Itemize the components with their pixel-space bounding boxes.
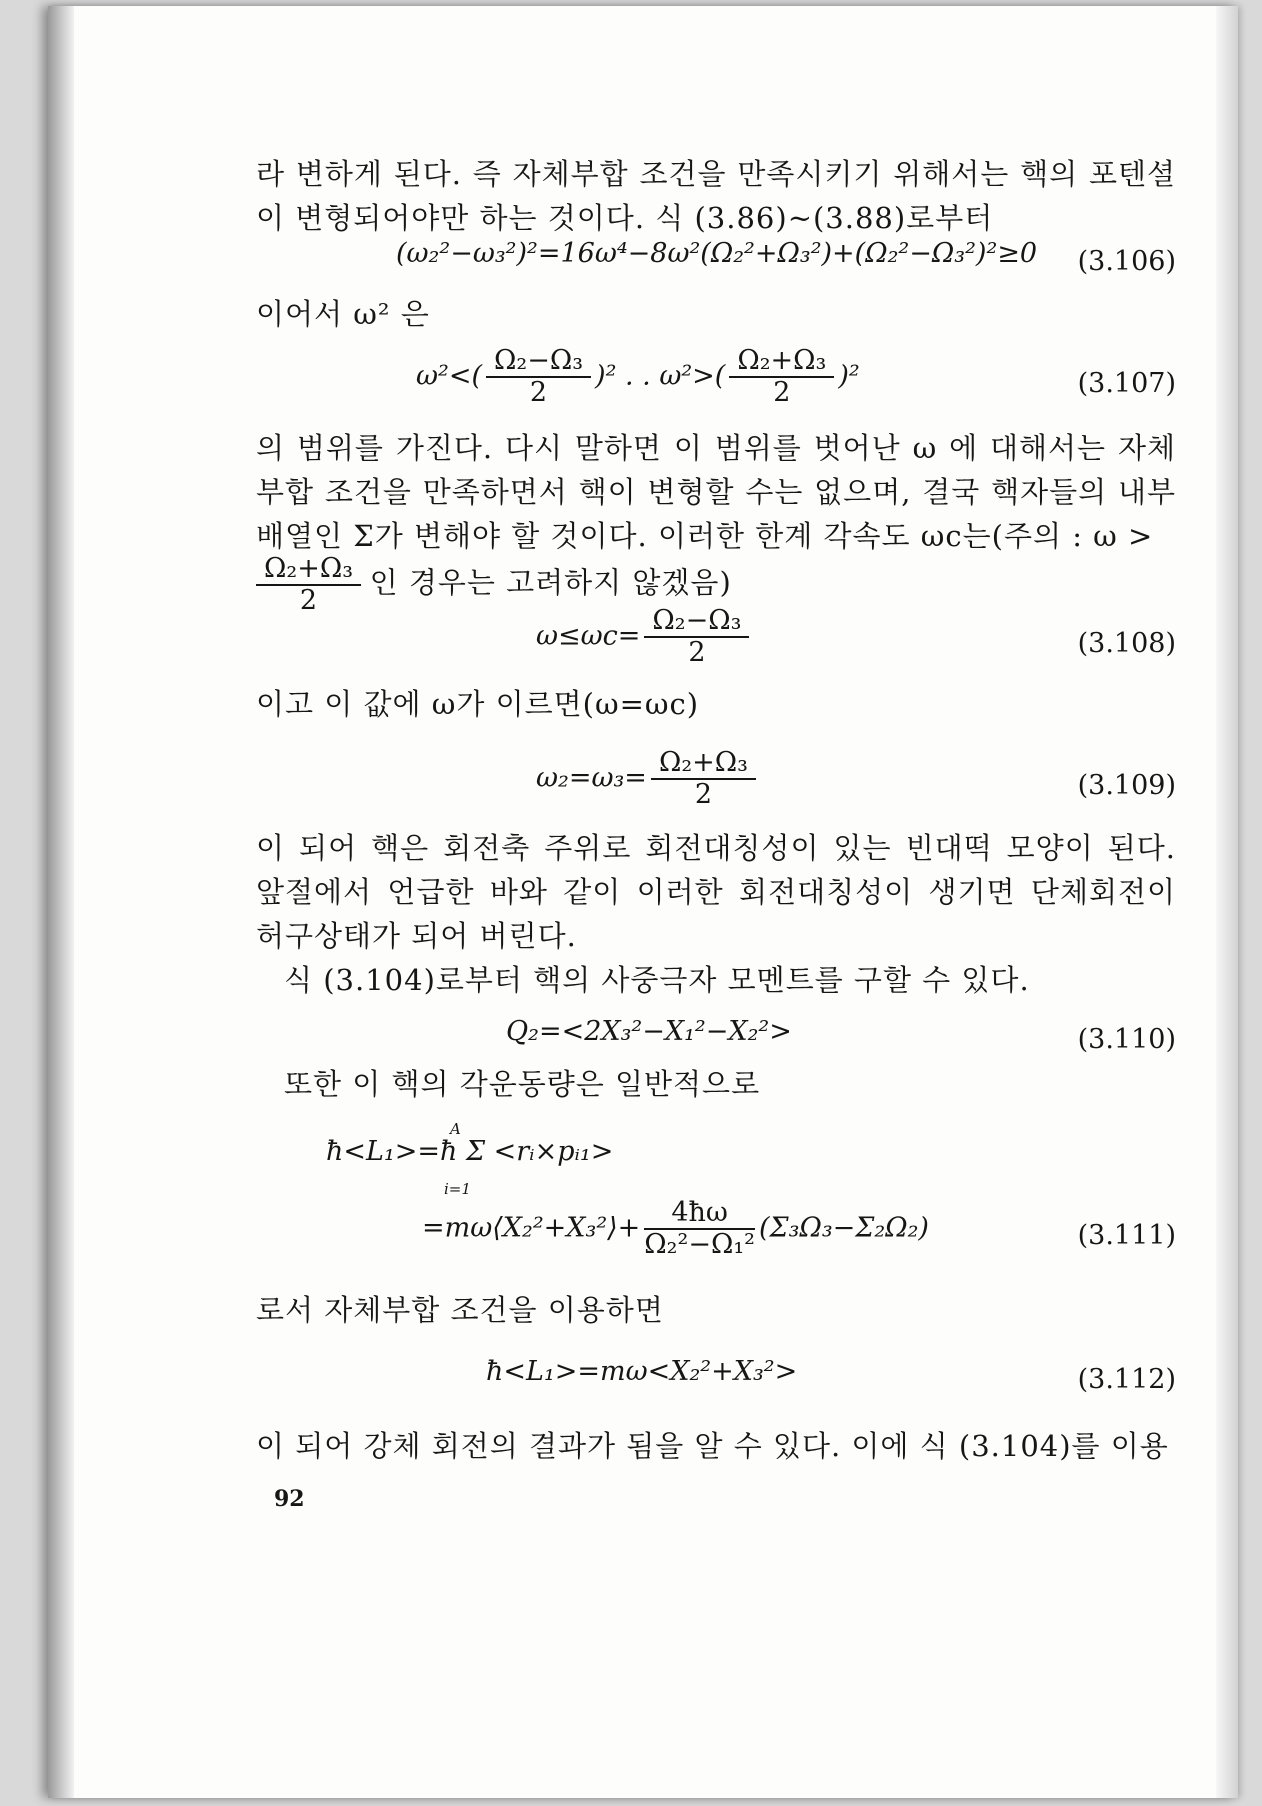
equation-body: ħ<L₁>=mω<X₂²+X₃²> [486,1356,798,1387]
numerator: Ω₂+Ω₃ [256,554,361,586]
denominator: 2 [299,585,318,616]
numerator: Ω₂−Ω₃ [486,346,591,378]
equation-number: (3.107) [1077,368,1176,399]
paragraph-3: 의 범위를 가진다. 다시 말하면 이 범위를 벗어난 ω 에 대해서는 자체부합 조건을 만족하면서 핵이 변형할 수는 없으며, 결국 핵자들의 내부배열인 Σ가 변해야 할 것이다. 이러한 한계 각속도 ωc는(주의 : ω > [256,431,1176,553]
paragraph-9: 이 되어 강체 회전의 결과가 됨을 알 수 있다. 이에 식 (3.104)를 이용 [256,1429,1169,1463]
denominator: 2 [529,377,548,408]
equation-3-109 [256,748,1176,828]
paragraph-1: 라 변하게 된다. 즉 자체부합 조건을 만족시키기 위해서는 핵의 포텐셜이 변형되어야만 하는 것이다. 식 (3.86)~(3.88)로부터 [256,157,1176,235]
equation-3-112 [256,1356,1176,1416]
paragraph-5: 이 되어 핵은 회전축 주위로 회전대칭성이 있는 빈대떡 모양이 된다. 앞절에서 언급한 바와 같이 이러한 회전대칭성이 생기면 단체회전이 허구상태가 되어 버린다. [256,831,1176,953]
equation-number: (3.108) [1077,628,1176,659]
fraction [644,1198,755,1260]
page-edge [1216,6,1238,1798]
equation-body: ħ<L₁>=ħ Σ <rᵢ×pᵢ₁> [326,1136,614,1167]
denominator: 2 [688,637,706,668]
sum-lower-limit: i=1 [444,1180,471,1198]
denominator: 2 [694,779,713,810]
equation-left: ω₂=ω₃= [536,762,647,794]
equation-3-111-line2 [256,1198,1176,1278]
equation-number: (3.109) [1077,770,1176,801]
equation-body: Q₂=<2X₃²−X₁²−X₂²> [506,1016,792,1047]
equation-right: (Σ₃Ω₃−Σ₂Ω₂) [759,1212,929,1244]
equation-right: )² [838,360,860,392]
paragraph-4: 이고 이 값에 ω가 이르면(ω=ωc) [256,687,700,721]
numerator: Ω₂+Ω₃ [729,346,834,378]
paragraph-2: 이어서 ω² 은 [256,297,430,331]
equation-3-108 [256,606,1176,686]
numerator: Ω₂+Ω₃ [651,748,756,780]
fraction [651,748,756,810]
equation-3-111-line1 [256,1122,1176,1202]
equation-3-107 [256,346,1176,426]
denominator: 2 [773,377,791,408]
equation-number: (3.106) [1077,246,1176,277]
sum-upper-limit: A [450,1120,461,1138]
book-page [48,6,1238,1798]
equation-left: ω≤ωc= [536,620,641,652]
equation-left: =mω⟨X₂²+X₃²⟩+ [422,1212,641,1244]
numerator: 4ħω [644,1198,755,1230]
fraction-2 [729,346,834,408]
equation-left: ω²<( [416,360,482,392]
page-number: 92 [274,1486,305,1512]
fraction [486,346,591,408]
denominator: Ω₂²−Ω₁² [644,1229,755,1260]
equation-mid: )² . . ω²>( [595,360,726,392]
equation-body: (ω₂²−ω₃²)²=16ω⁴−8ω²(Ω₂²+Ω₃²)+(Ω₂²−Ω₃²)²≥0 [396,238,1038,269]
paragraph-3-tail: 인 경우는 고려하지 않겠음) [369,565,732,600]
equation-number: (3.110) [1077,1024,1176,1055]
paragraph-7: 또한 이 핵의 각운동량은 일반적으로 [284,1067,761,1101]
numerator: Ω₂−Ω₃ [644,606,749,638]
equation-number: (3.112) [1077,1364,1176,1395]
fraction [644,606,749,668]
book-spine [48,6,74,1798]
equation-number: (3.111) [1077,1220,1176,1251]
paragraph-6: 식 (3.104)로부터 핵의 사중극자 모멘트를 구할 수 있다. [284,963,1030,997]
equation-3-106 [256,238,1176,298]
paragraph-8: 로서 자체부합 조건을 이용하면 [256,1293,664,1327]
